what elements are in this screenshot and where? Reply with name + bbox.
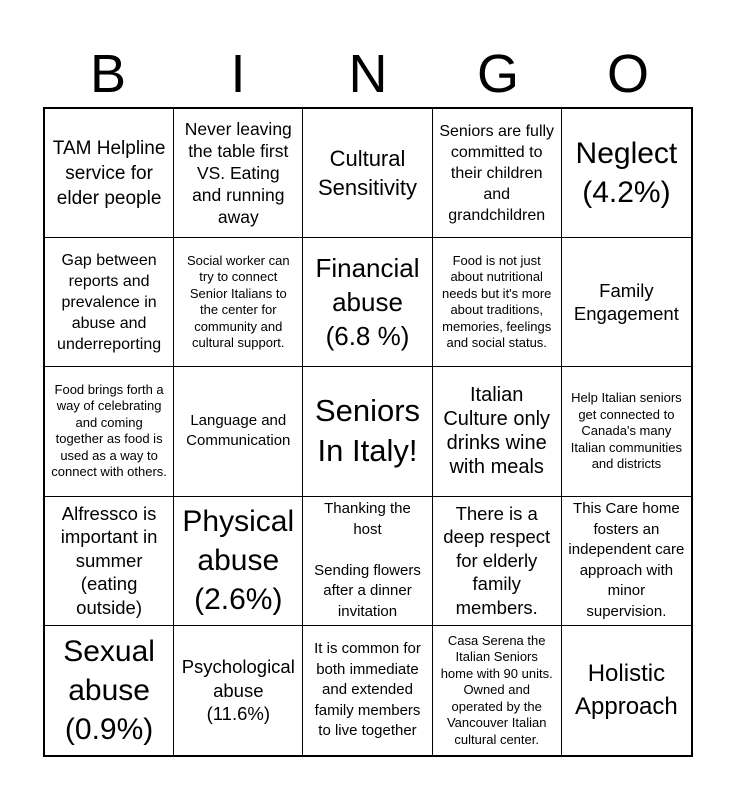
header-letter-g: G: [476, 44, 519, 104]
cell-text: This Care home fosters an independent care approach with minor supervision.: [568, 500, 685, 620]
bingo-cell[interactable]: [562, 238, 691, 367]
cell-text: Italian Culture only drinks wine with meals: [443, 384, 551, 479]
bingo-cell[interactable]: [174, 497, 303, 626]
bingo-cell[interactable]: [433, 626, 562, 755]
cell-text: Physical abuse (2.6%): [182, 505, 295, 617]
header-letter-o: O: [606, 44, 649, 104]
bingo-cell[interactable]: [433, 497, 562, 626]
bingo-cell[interactable]: [303, 367, 432, 496]
cell-text: Holistic Approach: [575, 660, 678, 721]
bingo-cell[interactable]: [303, 109, 432, 238]
bingo-header: [43, 44, 693, 104]
bingo-cell[interactable]: [45, 109, 174, 238]
bingo-cell[interactable]: [562, 497, 691, 626]
bingo-cell[interactable]: [433, 238, 562, 367]
bingo-cell[interactable]: [45, 497, 174, 626]
cell-text: Social worker can try to connect Senior Italians to the center for community and cultural support.: [186, 252, 290, 351]
bingo-cell[interactable]: [562, 367, 691, 496]
bingo-cell[interactable]: [562, 109, 691, 238]
bingo-cell[interactable]: [303, 626, 432, 755]
cell-text: Seniors In Italy!: [314, 393, 421, 469]
cell-text: Alfressco is important in summer (eating outside): [60, 502, 158, 618]
bingo-cell[interactable]: [174, 367, 303, 496]
cell-text: Family Engagement: [573, 279, 679, 325]
cell-text: Help Italian seniors get connected to Canada's many Italian communities and districts: [570, 390, 683, 472]
cell-text: Casa Serena the Italian Seniors home with 90 units. Owned and operated by the Vancouver Italian cultural center.: [440, 632, 553, 747]
cell-text: Financial abuse (6.8 %): [315, 253, 420, 352]
cell-text: Food brings forth a way of celebrating and coming together as food is used as a way to connect with others.: [51, 381, 167, 480]
cell-text: There is a deep respect for elderly family members.: [443, 502, 551, 618]
bingo-grid: [43, 107, 693, 757]
header-letter-b: B: [89, 44, 127, 104]
bingo-cell[interactable]: [562, 626, 691, 755]
cell-text: Thanking the host Sending flowers after a dinner invitation: [314, 500, 421, 620]
cell-text: Food is not just about nutritional needs but it's more about traditions, memories, feelings and social status.: [441, 252, 552, 351]
bingo-cell[interactable]: [303, 497, 432, 626]
cell-text: Cultural Sensitivity: [317, 146, 418, 201]
cell-text: Never leaving the table first VS. Eating and running away: [184, 119, 292, 228]
header-letter-i: I: [230, 44, 246, 104]
bingo-cell[interactable]: [433, 109, 562, 238]
bingo-cell[interactable]: [45, 367, 174, 496]
bingo-cell[interactable]: [433, 367, 562, 496]
cell-text: Seniors are fully committed to their children and grandchildren: [439, 122, 555, 224]
cell-text: Neglect (4.2%): [575, 137, 678, 210]
bingo-cell[interactable]: [174, 109, 303, 238]
bingo-cell[interactable]: [45, 626, 174, 755]
cell-text: Language and Communication: [186, 411, 291, 450]
cell-text: Psychological abuse (11.6%): [181, 656, 295, 725]
bingo-cell[interactable]: [303, 238, 432, 367]
header-letter-n: N: [348, 44, 388, 104]
cell-text: It is common for both immediate and extended family members to live together: [314, 640, 421, 740]
cell-text: Sexual abuse (0.9%): [63, 634, 155, 746]
cell-text: Gap between reports and prevalence in abuse and underreporting: [57, 251, 162, 353]
bingo-cell[interactable]: [174, 238, 303, 367]
bingo-cell[interactable]: [174, 626, 303, 755]
cell-text: TAM Helpline service for elder people: [52, 137, 166, 209]
bingo-cell[interactable]: [45, 238, 174, 367]
